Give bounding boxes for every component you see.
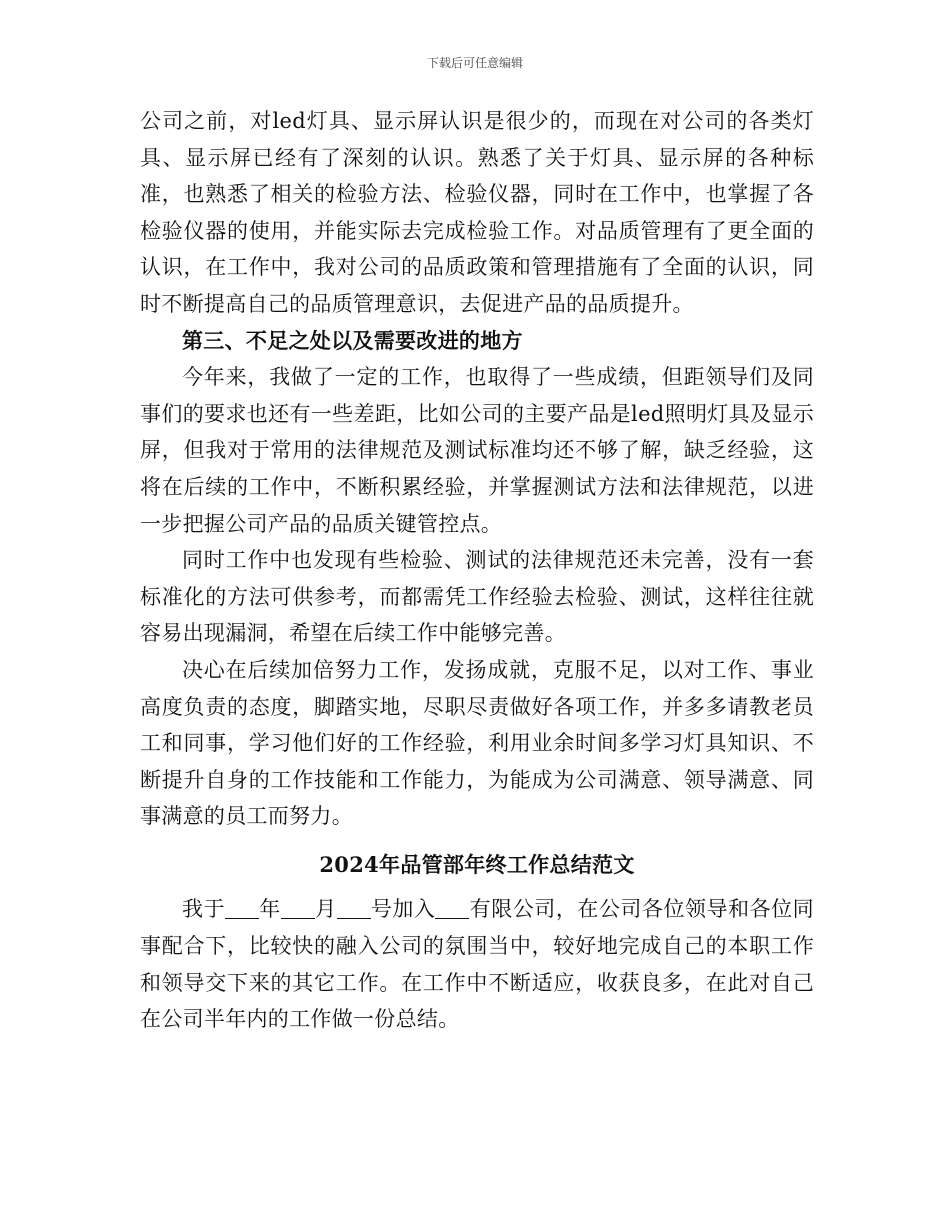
document-body (140, 103, 814, 1038)
blank-line (337, 897, 371, 919)
intro-text-2: 年 (259, 897, 281, 922)
intro-text-5: 有限公司，在公司各位领导和各位同事配合下，比较快的融入公司的氛围当中，较好地完成自己的本职工作和领导交下来的其它工作。在工作中不断适应，收获良多，在此对自己在公司半年内的工作做一份总结。 (140, 897, 814, 1032)
page-header: 下载后可任意编辑 (426, 56, 523, 70)
paragraph-1: 公司之前，对led灯具、显示屏认识是很少的，而现在对公司的各类灯具、显示屏已经有了深刻的认识。熟悉了关于灯具、显示屏的各种标准，也熟悉了相关的检验方法、检验仪器，同时在工作中，也掌握了各检验仪器的使用，并能实际去完成检验工作。对品质管理有了更全面的认识，在工作中，我对公司的品质政策和管理措施有了全面的认识，同时不断提高自己的品质管理意识，去促进产品的品质提升。 (140, 109, 814, 316)
paragraph-3: 同时工作中也发现有些检验、测试的法律规范还未完善，没有一套标准化的方法可供参考，而都需凭工作经验去检验、测试，这样往往就容易出现漏洞，希望在后续工作中能够完善。 (140, 548, 814, 646)
intro-text-1: 我于 (182, 897, 226, 922)
section-heading-3: 第三、不足之处以及需要改进的地方 (182, 327, 523, 353)
intro-paragraph (140, 891, 814, 1037)
document-title: 2024年品管部年终工作总结范文 (319, 851, 635, 877)
blank-line (281, 897, 315, 919)
blank-line (225, 897, 259, 919)
blank-line (435, 897, 469, 919)
intro-text-3: 月 (314, 897, 337, 922)
paragraph-2: 今年来，我做了一定的工作，也取得了一些成绩，但距领导们及同事们的要求也还有一些差距，比如公司的主要产品是led照明灯具及显示屏，但我对于常用的法律规范及测试标准均还不够了解，缺乏经验，这将在后续的工作中，不断积累经验，并掌握测试方法和法律规范，以进一步把握公司产品的品质关键管控点。 (140, 365, 814, 536)
intro-text-4: 号加入 (370, 897, 436, 922)
paragraph-4: 决心在后续加倍努力工作，发扬成就，克服不足，以对工作、事业高度负责的态度，脚踏实地，尽职尽责做好各项工作，并多多请教老员工和同事，学习他们好的工作经验，利用业余时间多学习灯具知识、不断提升自身的工作技能和工作能力，为能成为公司满意、领导满意、同事满意的员工而努力。 (140, 657, 814, 829)
